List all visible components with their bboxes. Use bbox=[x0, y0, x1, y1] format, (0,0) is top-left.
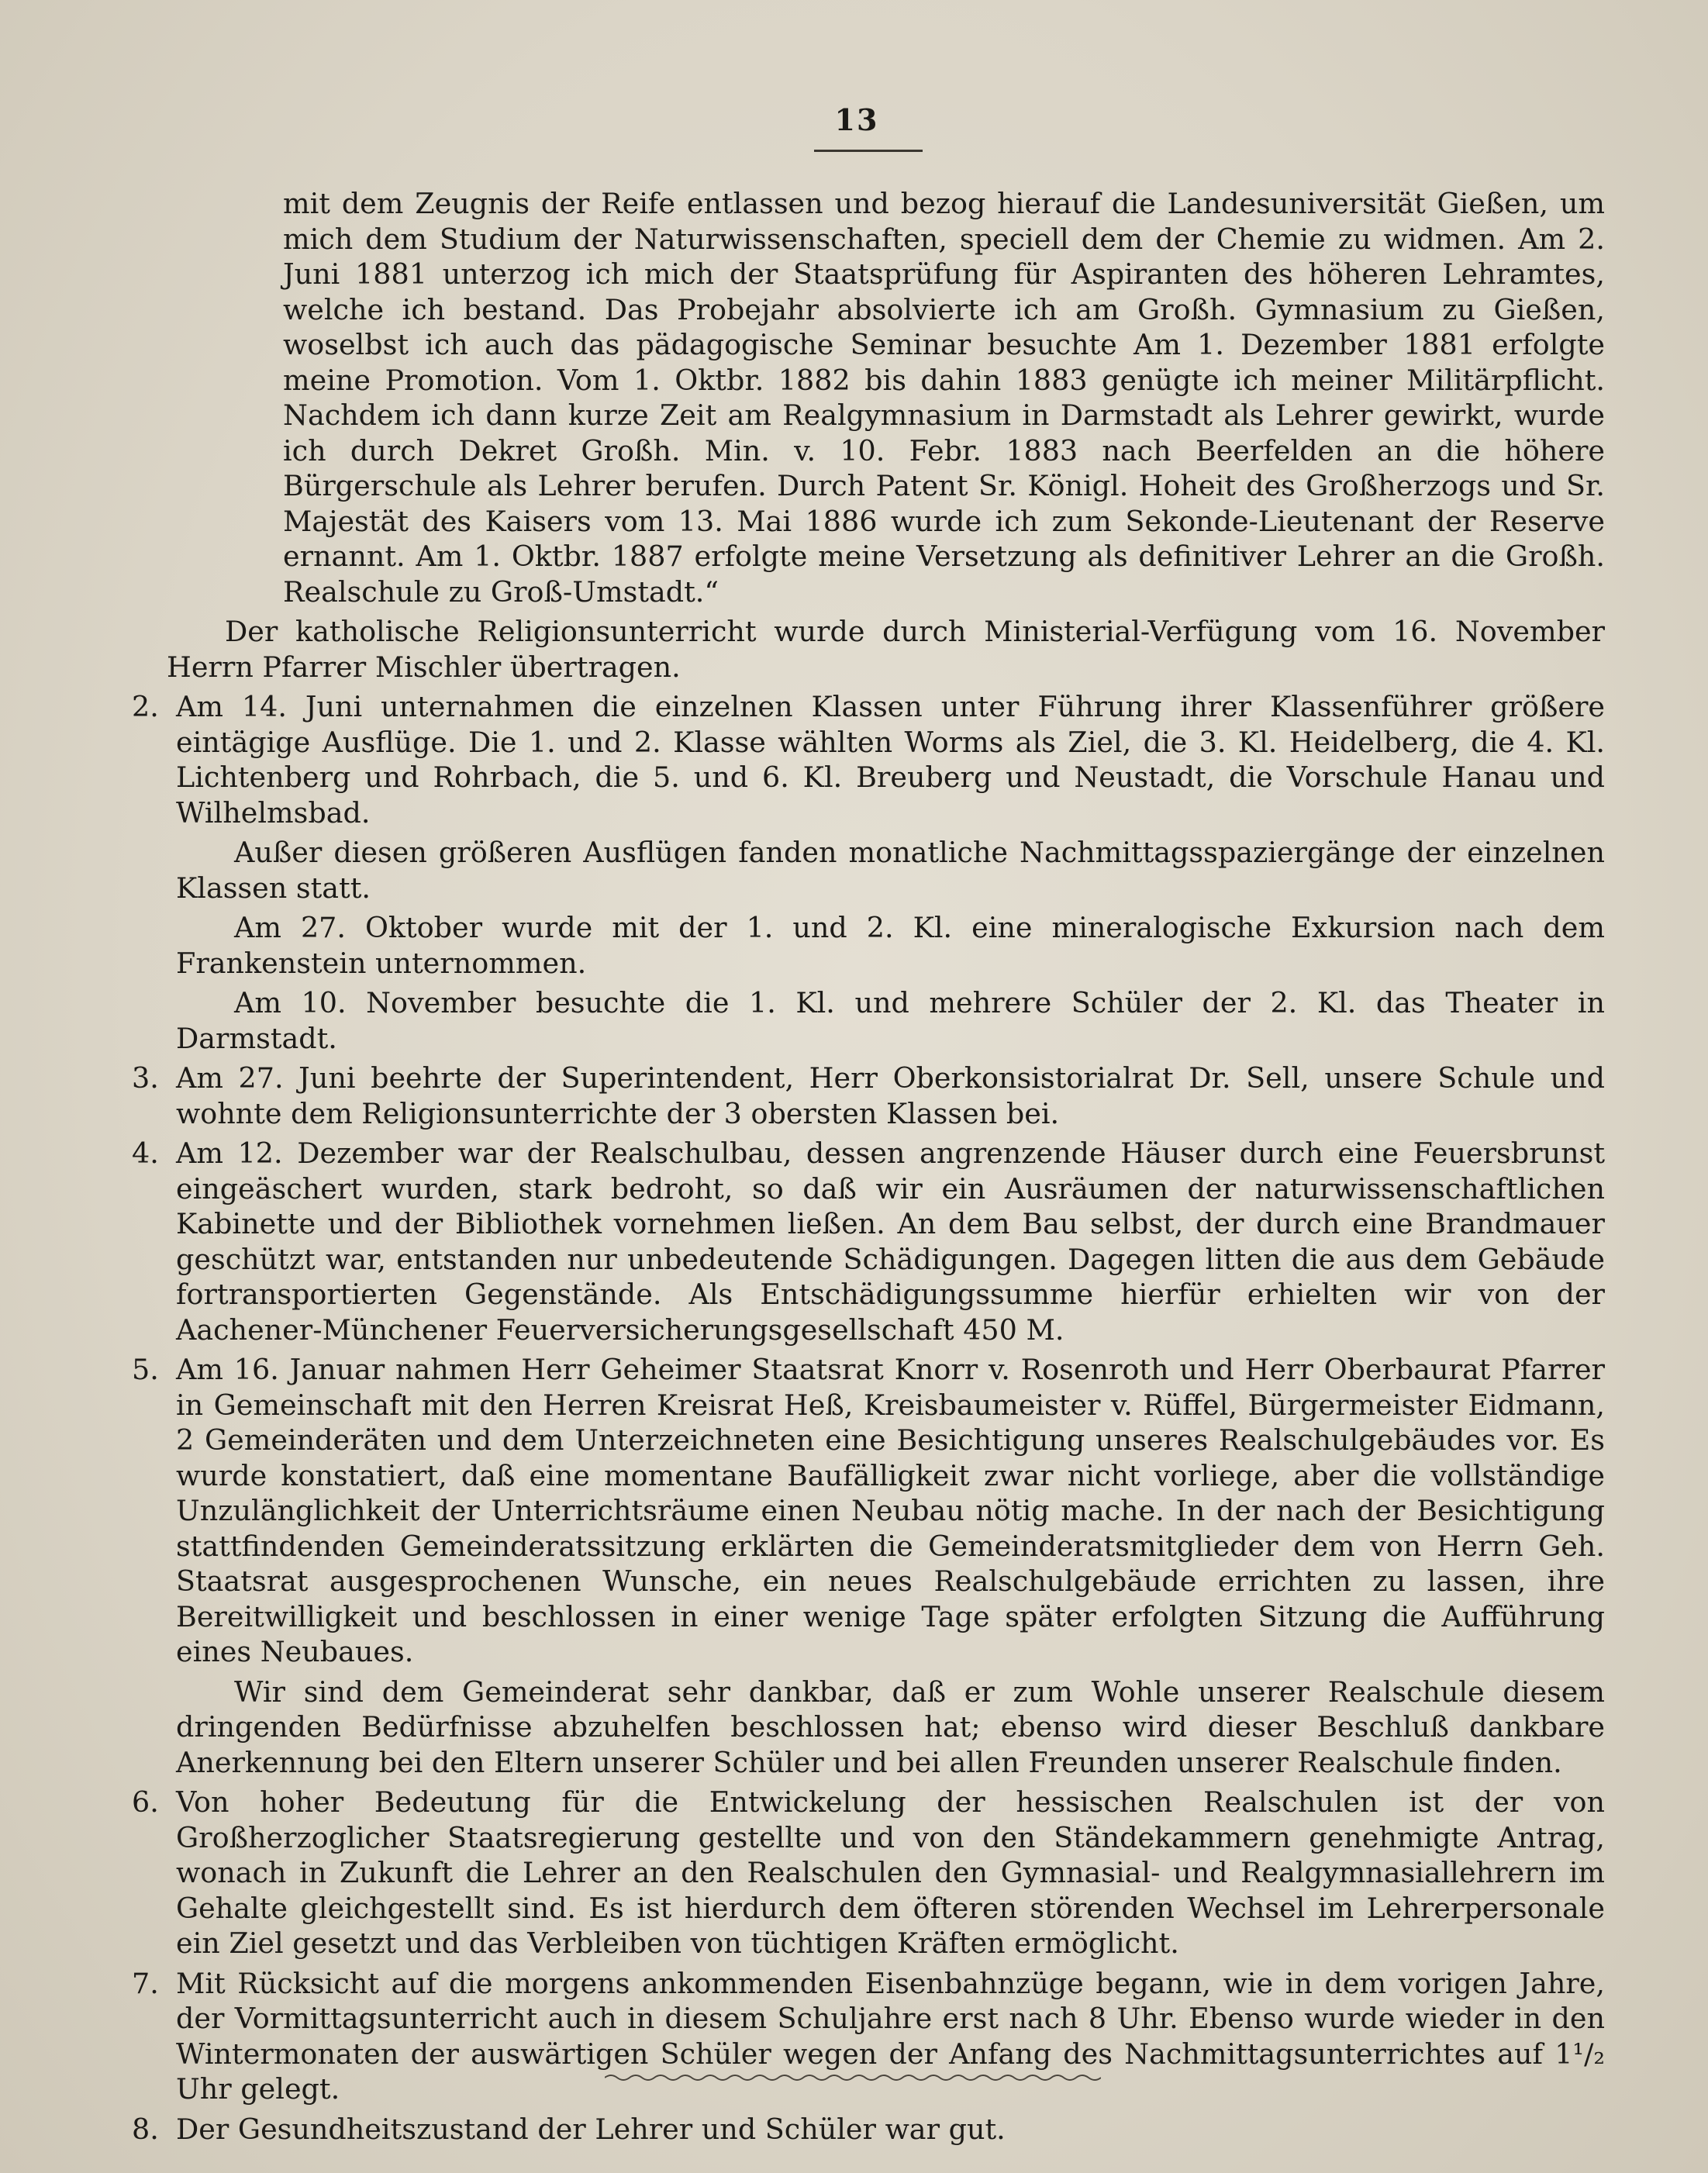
item-number: 7. bbox=[132, 1966, 159, 2000]
religion-paragraph: Der katholische Religionsunterricht wurde durch Ministerial-Verfügung vom 16. November Herrn Pfarrer Mischler übertragen. bbox=[167, 615, 1605, 684]
item-number: 2. bbox=[132, 690, 159, 723]
list-item-8 bbox=[132, 2112, 1605, 2147]
quote-continuation-paragraph: mit dem Zeugnis der Reife entlassen und bezog hierauf die Landesuniversität Gießen, um mich dem Studium der Naturwissenschaften, speciell dem der Chemie zu widmen. Am 2. Juni 1881 unterzog ich mich der Staatsprüfung für Aspiranten des höheren Lehramtes, welche ich bestand. Das Probejahr absolvierte ich am Großh. Gymnasium zu Gießen, woselbst ich auch das pädagogische Seminar besuchte Am 1. Dezember 1881 erfolgte meine Promotion. Vom 1. Oktbr. 1882 bis dahin 1883 genügte ich meiner Militärpflicht. Nachdem ich dann kurze Zeit am Realgymnasium in Darmstadt als Lehrer gewirkt, wurde ich durch Dekret Großh. Min. v. 10. Febr. 1883 nach Beerfelden an die höhere Bürgerschule als Lehrer berufen. Durch Patent Sr. Königl. Hoheit des Großherzogs und Sr. Majestät des Kaisers vom 13. Mai 1886 wurde ich zum Sekonde-Lieutenant der Reserve ernannt. Am 1. Oktbr. 1887 erfolgte meine Versetzung als definitiver Lehrer an die Großh. Realschule zu Groß-Umstadt.“ bbox=[283, 187, 1605, 609]
item-5-sub-paragraph: Wir sind dem Gemeinderat sehr dankbar, daß er zum Wohle unserer Realschule diesem dringenden Bedürfnisse abzuhelfen beschlossen hat; ebenso wird dieser Beschluß dankbare Anerkennung bei den Eltern unserer Schüler und bei allen Freunden unserer Realschule finden. bbox=[176, 1675, 1605, 1779]
item-text: Am 12. Dezember war der Realschulbau, dessen angrenzende Häuser durch eine Feuersbrunst eingeäschert wurden, stark bedroht, so daß wir ein Ausräumen der naturwissenschaftlichen Kabinette und der Bibliothek vornehmen ließen. An dem Bau selbst, der durch eine Brandmauer geschützt war, entstanden nur unbedeutende Schädigungen. Dagegen litten die aus dem Gebäude fortransportierten Gegenstände. Als Entschädigungssumme hierfür erhielten wir von der Aachener-Münchener Feuerversicherungsgesellschaft 450 M. bbox=[176, 1137, 1605, 1347]
body-text bbox=[132, 186, 1605, 2151]
page-number-rule bbox=[814, 150, 923, 152]
item-2-sub-paragraph: Am 10. November besuchte die 1. Kl. und mehrere Schüler der 2. Kl. das Theater in Darmstadt. bbox=[176, 986, 1605, 1055]
item-number: 4. bbox=[132, 1137, 159, 1170]
closing-ornament-divider bbox=[605, 2071, 1101, 2084]
item-text: Von hoher Bedeutung für die Entwickelung der hessischen Realschulen ist der von Großherzoglicher Staatsregierung gestellte und von den Ständekammern genehmigte Antrag, wonach in Zukunft die Lehrer an den Realschulen den Gymnasial- und Realgymnasiallehrern im Gehalte gleichgestellt sind. Es ist hierdurch dem öfteren störenden Wechsel im Lehrerpersonale ein Ziel gesetzt und das Verbleiben von tüchtigen Kräften ermöglicht. bbox=[176, 1785, 1605, 1960]
item-2-sub-paragraph: Am 27. Oktober wurde mit der 1. und 2. Kl. eine mineralogische Exkursion nach dem Frankenstein unternommen. bbox=[176, 911, 1605, 980]
list-item-4 bbox=[132, 1136, 1605, 1347]
item-text: Mit Rücksicht auf die morgens ankommenden Eisenbahnzüge begann, wie in dem vorigen Jahre, der Vormittagsunterricht auch in diesem Schuljahre erst nach 8 Uhr. Ebenso wurde wieder in den Wintermonaten der auswärtigen Schüler wegen der Anfang des Nachmittagsunterrichtes auf 1¹/₂ Uhr gelegt. bbox=[176, 1966, 1605, 2106]
page-number: 13 bbox=[834, 102, 879, 137]
item-number: 6. bbox=[132, 1785, 159, 1819]
item-2-sub-paragraph: Außer diesen größeren Ausflügen fanden monatliche Nachmittagsspaziergänge der einzelnen Klassen statt. bbox=[176, 836, 1605, 905]
list-item-5 bbox=[132, 1352, 1605, 1670]
item-number: 3. bbox=[132, 1061, 159, 1095]
item-text: Am 14. Juni unternahmen die einzelnen Klassen unter Führung ihrer Klassenführer größere eintägige Ausflüge. Die 1. und 2. Klasse wählten Worms als Ziel, die 3. Kl. Heidelberg, die 4. Kl. Lichtenberg und Rohrbach, die 5. und 6. Kl. Breuberg und Neustadt, die Vorschule Hanau und Wilhelmsbad. bbox=[176, 690, 1605, 830]
list-item-3 bbox=[132, 1061, 1605, 1131]
item-text: Am 27. Juni beehrte der Superintendent, Herr Oberkonsistorialrat Dr. Sell, unsere Schule und wohnte dem Religionsunterrichte der 3 obersten Klassen bei. bbox=[176, 1061, 1605, 1130]
list-item-7 bbox=[132, 1966, 1605, 2107]
item-text: Am 16. Januar nahmen Herr Geheimer Staatsrat Knorr v. Rosenroth und Herr Oberbaurat Pfarrer in Gemeinschaft mit den Herren Kreisrat Heß, Kreisbaumeister v. Rüffel, Bürgermeister Eidmann, 2 Gemeinderäten und dem Unterzeichneten eine Besichtigung unseres Realschulgebäudes vor. Es wurde konstatiert, daß eine momentane Baufälligkeit zwar nicht vorliege, aber die vollständige Unzulänglichkeit der Unterrichtsräume einen Neubau nötig mache. In der nach der Besichtigung stattfindenden Gemeinderatssitzung erklärten die Gemeinderatsmitglieder dem von Herrn Geh. Staatsrat ausgesprochenen Wunsche, ein neues Realschulgebäude errichten zu lassen, ihre Bereitwilligkeit und beschlossen in einer wenige Tage später erfolgten Sitzung die Aufführung eines Neubaues. bbox=[176, 1353, 1605, 1668]
item-text: Der Gesundheitszustand der Lehrer und Schüler war gut. bbox=[176, 2112, 1006, 2146]
list-item-2 bbox=[132, 689, 1605, 830]
item-number: 5. bbox=[132, 1353, 159, 1386]
item-number: 8. bbox=[132, 2112, 159, 2146]
list-item-6 bbox=[132, 1785, 1605, 1961]
